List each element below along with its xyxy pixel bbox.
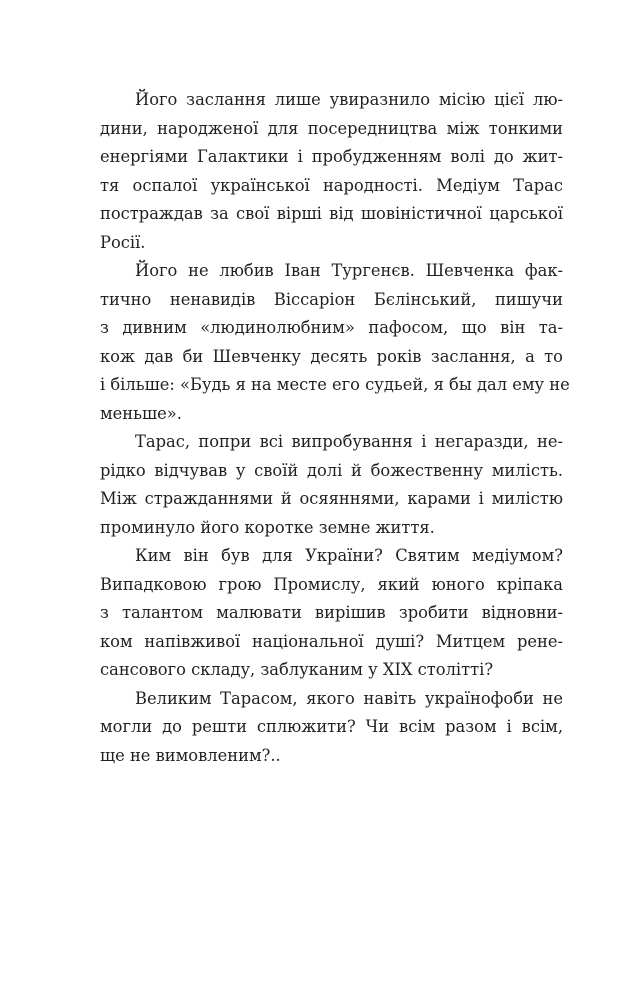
text-line: дини, народженої для посередництва між тонкими [100, 118, 563, 138]
text-line: Тарас, попри всі випробування і негаразди, не- [135, 432, 563, 451]
paragraph [100, 685, 563, 771]
book-page-text [100, 86, 570, 770]
paragraph [100, 542, 563, 685]
text-line: рідко відчував у своїй долі й божественну милість. [100, 460, 563, 480]
text-line: сансового складу, заблуканим у XIX столітті? [100, 660, 494, 679]
text-line: Росії. [100, 232, 146, 252]
text-line: ком напівживої національної душі? Митцем рене- [100, 631, 563, 651]
text-line: Його заслання лише увиразнило місію цієї лю- [135, 90, 563, 109]
text-line: меньше». [100, 403, 182, 423]
text-line: і більше: «Будь я на месте его судьей, я бы дал ему не [100, 375, 570, 394]
text-line: з талантом малювати вирішив зробити відновни- [100, 603, 563, 622]
paragraph [100, 428, 563, 542]
text-line: Великим Тарасом, якого навіть українофоби не [135, 688, 563, 708]
text-line: ще не вимовленим?.. [100, 745, 281, 765]
text-line: постраждав за свої вірші від шовіністичної царської [100, 204, 563, 223]
text-line: тично ненавидів Віссаріон Бєлінський, пишучи [100, 289, 563, 309]
text-line: Між стражданнями й осяяннями, карами і милістю [100, 489, 563, 508]
text-line: тя оспалої української народності. Медіум Тарас [100, 175, 563, 195]
text-line: проминуло його коротке земне життя. [100, 517, 435, 537]
text-line: кож дав би Шевченку десять років заслання, а то [100, 346, 563, 366]
text-line: Його не любив Іван Тургенєв. Шевченка фак- [135, 261, 563, 280]
text-line: Випадковою грою Промислу, який юного кріпака [100, 574, 563, 594]
paragraph [100, 257, 570, 428]
text-line: Ким він був для України? Святим медіумом? [135, 546, 563, 565]
text-line: з дивним «людинолюбним» пафосом, що він та- [100, 318, 563, 337]
text-line: могли до решти сплюжити? Чи всім разом і всім, [100, 717, 563, 736]
text-line: енергіями Галактики і пробудженням волі до жит- [100, 147, 563, 166]
paragraph [100, 86, 563, 257]
